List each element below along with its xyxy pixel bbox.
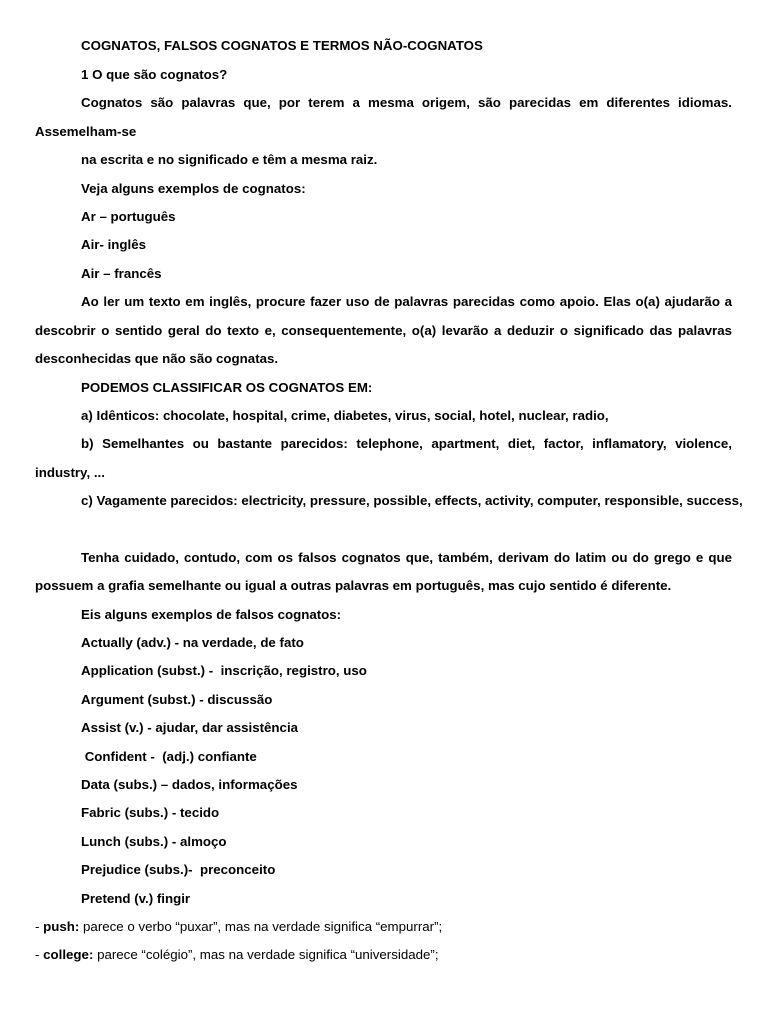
extra-example-text: parece o verbo “puxar”, mas na verdade significa “empurrar”;	[79, 919, 443, 934]
intro-line-3: na escrita e no significado e têm a mesma raiz.	[81, 152, 378, 167]
false-intro-line-2: possuem a grafia semelhante ou igual a outras palavras em português, mas cujo sentido é diferente.	[35, 578, 672, 593]
false-cognate-item: Prejudice (subs.)- preconceito	[81, 862, 276, 877]
class-b-line-1: b) Semelhantes ou bastante parecidos: telephone, apartment, diet, factor, inflamatory, violence,	[81, 436, 732, 451]
class-a-item: a) Idênticos: chocolate, hospital, crime, diabetes, virus, social, hotel, nuclear, radio,	[81, 408, 609, 423]
false-cognate-item: Application (subst.) - inscrição, registro, uso	[81, 663, 367, 678]
document-title: COGNATOS, FALSOS COGNATOS E TERMOS NÃO-COGNATOS	[81, 38, 483, 53]
extra-example-word: push:	[43, 919, 80, 934]
class-b-line-2: industry, ...	[35, 465, 105, 480]
extra-example-prefix: -	[35, 947, 44, 962]
extra-example-text: parece “colégio”, mas na verdade significa “universidade”;	[93, 947, 439, 962]
false-cognate-item: Confident - (adj.) confiante	[81, 749, 257, 764]
extra-example-college	[35, 947, 439, 963]
classify-heading: PODEMOS CLASSIFICAR OS COGNATOS EM:	[81, 380, 373, 395]
example-item: Air – francês	[81, 266, 162, 281]
example-item: Air- inglês	[81, 237, 147, 252]
false-cognate-item: Lunch (subs.) - almoço	[81, 834, 227, 849]
false-cognate-item: Data (subs.) – dados, informações	[81, 777, 298, 792]
section-heading: 1 O que são cognatos?	[81, 67, 228, 82]
intro-line-1: Cognatos são palavras que, por terem a mesma origem, são parecidas em diferentes idiomas.	[81, 95, 732, 110]
extra-example-push	[35, 919, 442, 935]
false-cognate-item: Actually (adv.) - na verdade, de fato	[81, 635, 304, 650]
reading-tip-line-1: Ao ler um texto em inglês, procure fazer uso de palavras parecidas como apoio. Elas o(a) ajudarão a	[81, 294, 732, 309]
false-cognate-item: Pretend (v.) fingir	[81, 891, 191, 906]
example-item: Ar – português	[81, 209, 176, 224]
false-cognate-item: Assist (v.) - ajudar, dar assistência	[81, 720, 299, 735]
false-cognate-item: Argument (subst.) - discussão	[81, 692, 273, 707]
extra-example-word: college:	[43, 947, 94, 962]
false-cognate-item: Fabric (subs.) - tecido	[81, 805, 220, 820]
intro-line-2: Assemelham-se	[35, 124, 137, 139]
reading-tip-line-3: desconhecidas que não são cognatas.	[35, 351, 279, 366]
false-intro-line-1: Tenha cuidado, contudo, com os falsos cognatos que, também, derivam do latim ou do grego e que	[81, 550, 732, 565]
false-examples-intro: Eis alguns exemplos de falsos cognatos:	[81, 607, 342, 622]
reading-tip-line-2: descobrir o sentido geral do texto e, consequentemente, o(a) levarão a deduzir o significado das palavras	[35, 323, 732, 338]
examples-intro: Veja alguns exemplos de cognatos:	[81, 181, 306, 196]
extra-example-prefix: -	[35, 919, 44, 934]
class-c-item: c) Vagamente parecidos: electricity, pressure, possible, effects, activity, computer, responsible, success,	[81, 493, 743, 508]
